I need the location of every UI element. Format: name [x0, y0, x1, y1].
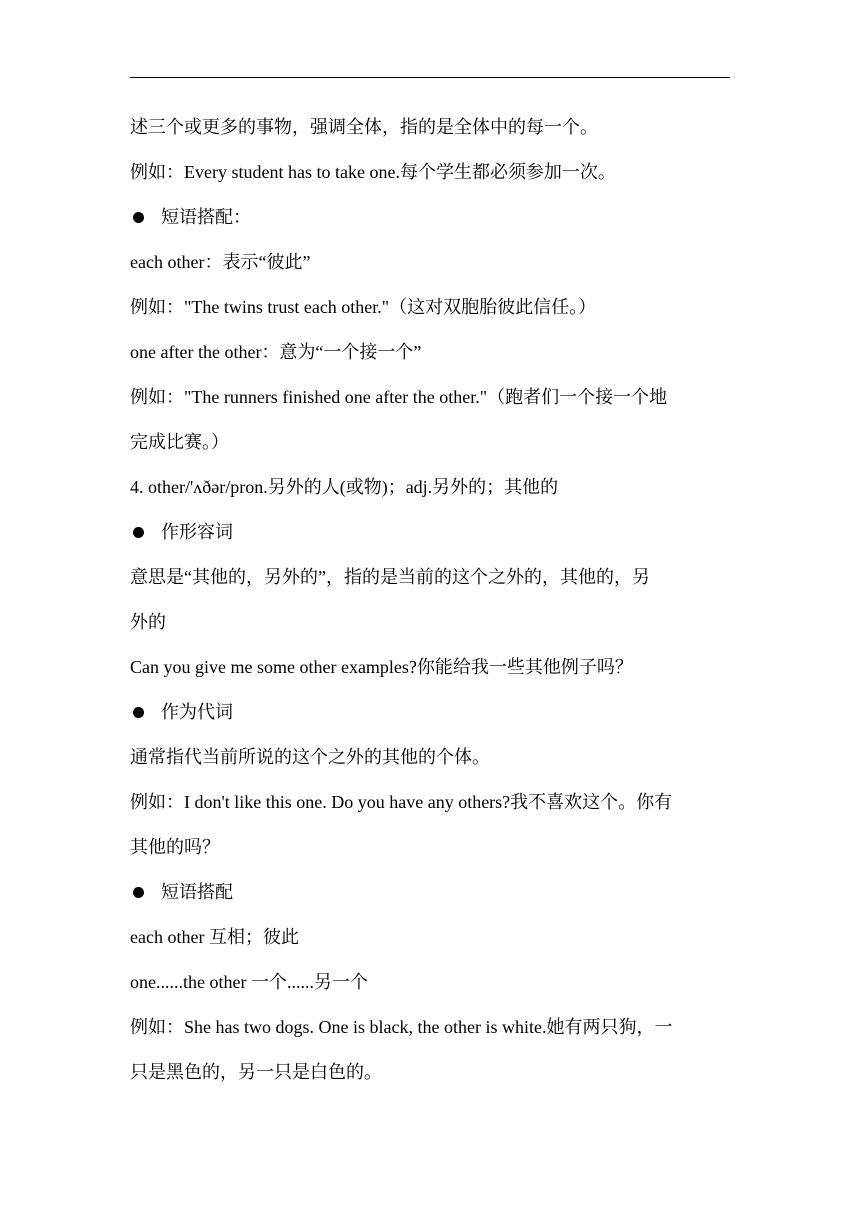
- text-line: 只是黑色的，另一只是白色的。: [130, 1062, 382, 1082]
- text-line: 完成比赛。）: [130, 432, 229, 452]
- text-line: 例如：Every student has to take one.每个学生都必须参加一次。: [130, 162, 616, 182]
- text-line: 例如：She has two dogs. One is black, the other is white.她有两只狗，一: [130, 1017, 673, 1037]
- text-line: one after the other：意为“一个接一个”: [130, 342, 422, 362]
- text-line: 4. other/'ʌðər/pron.另外的人(或物)；adj.另外的；其他的: [130, 477, 559, 497]
- bullet-heading: [130, 510, 735, 555]
- text-line: 述三个或更多的事物，强调全体，指的是全体中的每一个。: [130, 117, 598, 137]
- document-body: [130, 105, 735, 1095]
- text-line: 外的: [130, 612, 166, 632]
- bullet-heading-label: 作形容词: [161, 522, 233, 542]
- bullet-icon: [133, 212, 144, 223]
- bullet-heading-label: 短语搭配：: [161, 207, 251, 227]
- bullet-heading: [130, 690, 735, 735]
- bullet-icon: [133, 707, 144, 718]
- text-line: 例如：I don't like this one. Do you have any others?我不喜欢这个。你有: [130, 792, 673, 812]
- text-line: one......the other 一个......另一个: [130, 972, 368, 992]
- text-line: Can you give me some other examples?你能给我一些其他例子吗？: [130, 657, 633, 677]
- text-line: 通常指代当前所说的这个之外的其他的个体。: [130, 747, 490, 767]
- bullet-heading: [130, 195, 735, 240]
- text-line: each other 互相；彼此: [130, 927, 299, 947]
- text-line: 例如："The twins trust each other."（这对双胞胎彼此信任。）: [130, 297, 597, 317]
- bullet-icon: [133, 527, 144, 538]
- bullet-heading-label: 作为代词: [161, 702, 233, 722]
- text-line: 例如："The runners finished one after the other."（跑者们一个接一个地: [130, 387, 668, 407]
- text-line: 意思是“其他的，另外的”，指的是当前的这个之外的，其他的，另: [130, 567, 650, 587]
- bullet-heading: [130, 870, 735, 915]
- header-rule: [130, 77, 730, 78]
- text-line: 其他的吗？: [130, 837, 220, 857]
- text-line: each other：表示“彼此”: [130, 252, 311, 272]
- bullet-icon: [133, 887, 144, 898]
- bullet-heading-label: 短语搭配: [161, 882, 233, 902]
